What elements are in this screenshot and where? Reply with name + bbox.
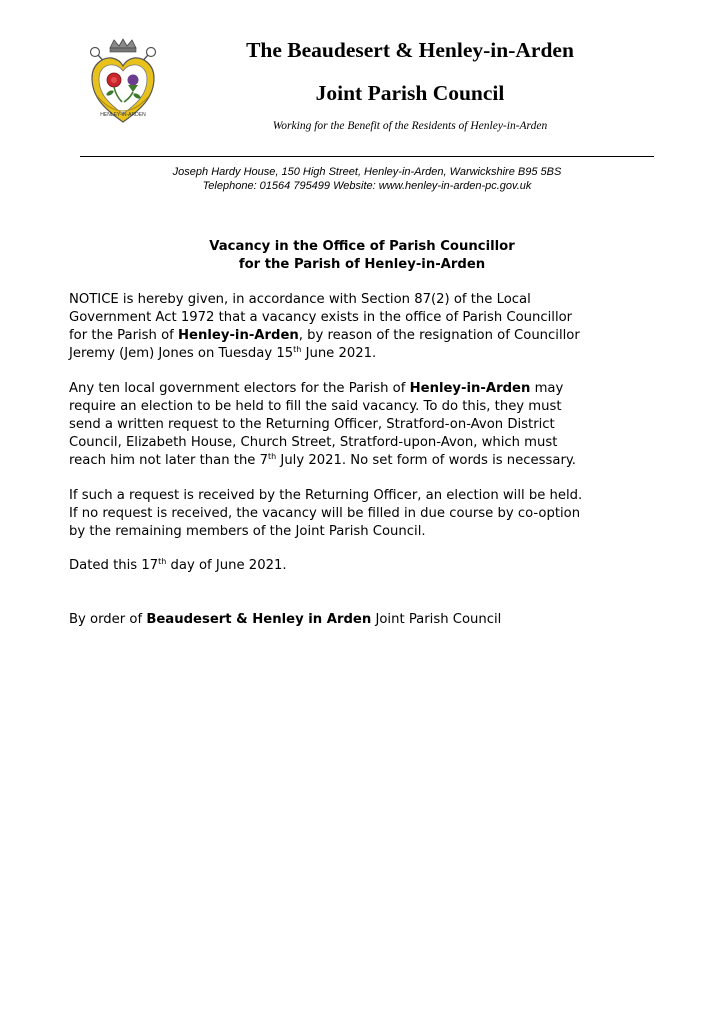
ordinal-suffix: th bbox=[293, 345, 302, 354]
text-run: July 2021. No set form of words is necessary. bbox=[276, 453, 576, 468]
text-run: reach him not later than the 7 bbox=[69, 453, 269, 468]
ordinal-suffix: th bbox=[268, 452, 277, 461]
council-name-line2: Joint Parish Council bbox=[315, 81, 505, 105]
paragraph-line bbox=[69, 327, 659, 345]
text-run: Dated this 17 bbox=[69, 558, 159, 573]
notice-paragraph bbox=[69, 291, 659, 363]
paragraph-line bbox=[69, 380, 659, 398]
notice-title-line1: Vacancy in the Office of Parish Councillor bbox=[209, 239, 515, 254]
text-run: may bbox=[530, 381, 564, 396]
dated-line bbox=[69, 557, 659, 575]
paragraph-line: send a written request to the Returning Officer, Stratford-on-Avon District bbox=[69, 417, 555, 432]
council-name-bold: Beaudesert & Henley in Arden bbox=[146, 612, 372, 627]
paragraph-line bbox=[69, 557, 659, 575]
text-run: Joint Parish Council bbox=[371, 612, 502, 627]
crest-motto: HENLEY-IN-ARDEN bbox=[100, 112, 146, 118]
paragraph-line bbox=[69, 452, 659, 470]
paragraph-line: If such a request is received by the Returning Officer, an election will be held. bbox=[69, 488, 583, 503]
header-divider bbox=[80, 156, 654, 157]
text-run: Any ten local government electors for the Parish of bbox=[69, 381, 410, 396]
parish-name: Henley-in-Arden bbox=[178, 328, 299, 343]
council-address: Joseph Hardy House, 150 High Street, Henley-in-Arden, Warwickshire B95 5BS bbox=[172, 166, 562, 178]
notice-title-line2: for the Parish of Henley-in-Arden bbox=[238, 257, 486, 272]
co-option-paragraph bbox=[69, 487, 659, 541]
paragraph-line: require an election to be held to fill the said vacancy. To do this, they must bbox=[69, 399, 562, 414]
council-tagline: Working for the Benefit of the Residents of Henley-in-Arden bbox=[272, 120, 548, 132]
text-run: Jeremy (Jem) Jones on Tuesday 15 bbox=[69, 346, 294, 361]
parish-crest-logo bbox=[86, 38, 160, 126]
text-run: By order of bbox=[69, 612, 147, 627]
paragraph-line bbox=[69, 345, 659, 363]
text-run: day of June 2021. bbox=[166, 558, 287, 573]
election-request-paragraph bbox=[69, 380, 659, 470]
paragraph-line: If no request is received, the vacancy will be filled in due course by co-option bbox=[69, 506, 581, 521]
text-run: , by reason of the resignation of Councillor bbox=[298, 328, 580, 343]
signature-line bbox=[69, 611, 659, 629]
paragraph-line: Government Act 1972 that a vacancy exists in the office of Parish Councillor bbox=[69, 310, 573, 325]
paragraph-line: NOTICE is hereby given, in accordance with Section 87(2) of the Local bbox=[69, 292, 531, 307]
text-run: June 2021. bbox=[301, 346, 377, 361]
council-contact: Telephone: 01564 795499 Website: www.henley-in-arden-pc.gov.uk bbox=[202, 180, 532, 192]
text-run: for the Parish of bbox=[69, 328, 179, 343]
paragraph-line: Council, Elizabeth House, Church Street, Stratford-upon-Avon, which must bbox=[69, 435, 558, 450]
notice-title bbox=[69, 238, 655, 274]
council-name-line1: The Beaudesert & Henley-in-Arden bbox=[246, 38, 574, 62]
ordinal-suffix: th bbox=[158, 557, 167, 566]
paragraph-line bbox=[69, 611, 659, 629]
parish-name: Henley-in-Arden bbox=[409, 381, 531, 396]
paragraph-line: by the remaining members of the Joint Parish Council. bbox=[69, 524, 426, 539]
